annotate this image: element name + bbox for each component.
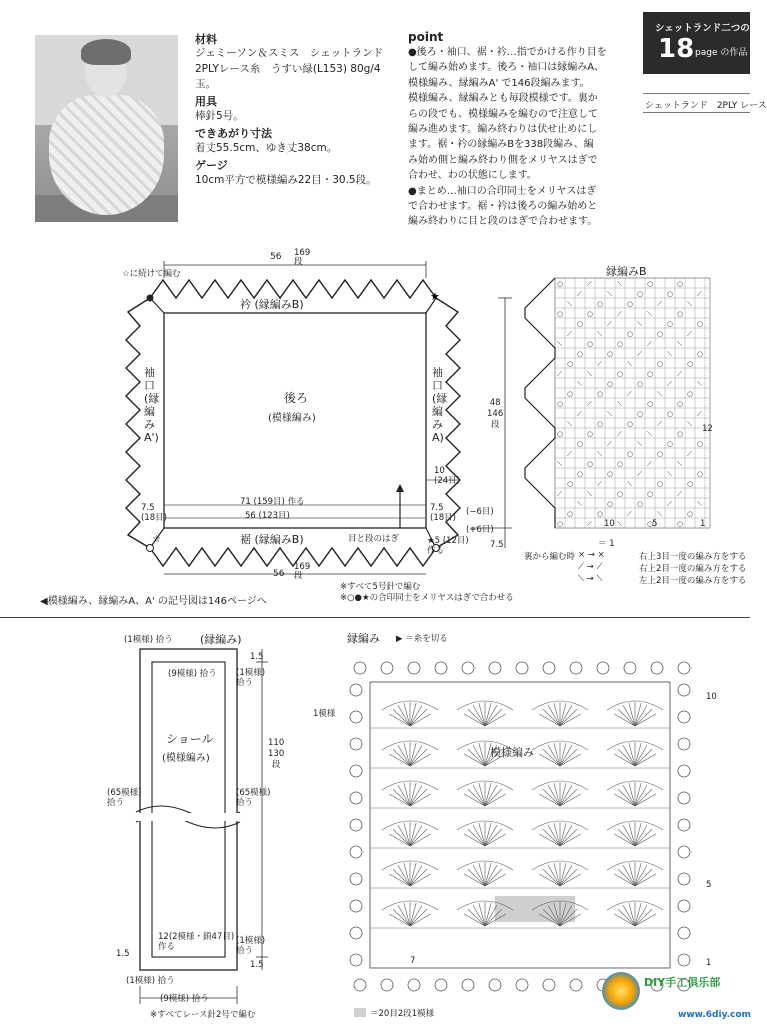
svg-text:○: ○ <box>697 350 704 358</box>
tools-text: 棒針5号。 <box>195 110 244 122</box>
crochet-row-5: 5 <box>706 880 712 890</box>
legend-1: 右上3目一度の編み方をする <box>639 552 747 562</box>
svg-text:○: ○ <box>677 430 684 438</box>
cuff-right-label: 袖口 (縁編みA) <box>432 366 448 444</box>
svg-text:⟋: ⟋ <box>697 290 702 298</box>
svg-text:⟍: ⟍ <box>567 420 572 428</box>
shawl-side-pick-top: (1模様) 拾う <box>236 668 266 688</box>
shawl-dim-15-left: 1.5 <box>116 949 130 959</box>
svg-text:○: ○ <box>697 320 704 328</box>
shawl-bottom-pick: (1模様) 拾う <box>236 936 266 956</box>
legend-2: 右上2目一度の編み方をする <box>639 564 747 574</box>
svg-text:○: ○ <box>577 320 584 328</box>
crochet-highlight <box>495 896 575 922</box>
svg-text:○: ○ <box>597 390 604 398</box>
svg-text:○: ○ <box>617 460 624 468</box>
svg-text:⟍: ⟍ <box>587 490 592 498</box>
svg-text:⟍: ⟍ <box>607 290 612 298</box>
svg-text:○: ○ <box>637 380 644 388</box>
svg-text:○: ○ <box>607 500 614 508</box>
legend-symbol-1: ⨯ → ⨯ <box>578 550 605 560</box>
chart-b-row-12: 12 <box>702 424 713 434</box>
top-dim-rows: 169 段 <box>294 248 311 267</box>
watermark-brand: DIY手工俱乐部 <box>644 976 721 989</box>
svg-text:⟋: ⟋ <box>637 470 642 478</box>
svg-text:○: ○ <box>627 450 634 458</box>
svg-text:○: ○ <box>627 330 634 338</box>
continue-label: ☆に続けて編む <box>122 269 181 279</box>
svg-text:○: ○ <box>557 520 564 528</box>
svg-text:○: ○ <box>677 400 684 408</box>
svg-text:○: ○ <box>557 310 564 318</box>
svg-text:⟍: ⟍ <box>657 390 662 398</box>
collar-label: 衿 (縁編みB) <box>240 298 304 311</box>
svg-text:○: ○ <box>587 430 594 438</box>
hem-label: 裾 (縁編みB) <box>240 533 304 546</box>
svg-text:○: ○ <box>687 360 694 368</box>
svg-text:⟋: ⟋ <box>627 510 632 518</box>
seam-label: 目と段のはぎ <box>348 534 400 544</box>
point-text: ●後ろ・袖口、裾・衿…指でかける作り目を して編み始めます。後ろ・袖口は縁編みA、 模様編み、縁編みA' で146段編みます。 模様編み、縁編みとも毎段模様です。裏か らの段でも、模様編みを編むので注意して 編み進めます。編み終わりは伏せ止めにし ます。裾・衿の縁編みBを338段編み、編 み始め側と編み終わり側をメリヤスはぎで 合わせ、わの状態にします。 ●まとめ…袖口の合印同士をメリヤスはぎ で合わせます。裾・衿は後ろの編み始めと 編み終わりに目と段のはぎで合わせます。 <box>408 47 607 228</box>
svg-text:⟍: ⟍ <box>597 330 602 338</box>
svg-text:⟋: ⟋ <box>667 500 672 508</box>
svg-text:○: ○ <box>687 480 694 488</box>
svg-text:⟋: ⟋ <box>657 300 662 308</box>
svg-text:⟋: ⟋ <box>557 370 562 378</box>
svg-text:○: ○ <box>607 350 614 358</box>
page-suffix: page の作品 - <box>695 48 754 58</box>
svg-text:○: ○ <box>607 380 614 388</box>
right-corner: 7.5 (18目) <box>430 503 456 523</box>
svg-text:⟍: ⟍ <box>697 500 702 508</box>
top-dim: 56 <box>270 252 282 262</box>
svg-text:○: ○ <box>557 430 564 438</box>
svg-text:○: ○ <box>587 310 594 318</box>
svg-text:○: ○ <box>567 510 574 518</box>
svg-text:⟍: ⟍ <box>557 340 562 348</box>
svg-text:○: ○ <box>667 410 674 418</box>
shawl-inner-pick: (9模様) 拾う <box>168 669 217 679</box>
minus-stitches: (−6目) <box>466 507 494 517</box>
svg-text:○: ○ <box>637 290 644 298</box>
svg-text:○: ○ <box>627 300 634 308</box>
hem-zigzag-bottom <box>150 548 436 566</box>
svg-text:○: ○ <box>667 320 674 328</box>
shawl-top-pick: (1模様) 拾う <box>124 635 173 645</box>
svg-text:⟋: ⟋ <box>587 280 592 288</box>
svg-text:⟍: ⟍ <box>567 300 572 308</box>
cuff-left-label: 袖口 (縁編みA') <box>144 366 160 444</box>
chart-b-cells <box>555 278 710 528</box>
svg-text:⟍: ⟍ <box>687 300 692 308</box>
svg-text:⟋: ⟋ <box>677 490 682 498</box>
svg-text:⟋: ⟋ <box>567 450 572 458</box>
svg-text:○: ○ <box>677 520 684 528</box>
shawl-cast: 12(2模様・鎖47目) 作る <box>158 932 235 952</box>
svg-text:⟋: ⟋ <box>617 430 622 438</box>
svg-text:○: ○ <box>567 360 574 368</box>
svg-text:○: ○ <box>647 280 654 288</box>
shawl-dim-15-top: 1.5 <box>250 652 264 662</box>
yarn-line: シェットランド 2PLY レース <box>645 101 767 111</box>
side-dim: 10 (24目) <box>434 466 460 486</box>
svg-text:⟋: ⟋ <box>637 350 642 358</box>
svg-text:⟍: ⟍ <box>667 470 672 478</box>
bottom-dim: 56 <box>273 569 285 579</box>
section-divider <box>0 617 750 618</box>
svg-text:⟍: ⟍ <box>647 310 652 318</box>
shawl-outer <box>140 649 237 970</box>
svg-text:○: ○ <box>637 500 644 508</box>
chart-b-title: 縁編みB <box>606 265 647 278</box>
svg-text:⟍: ⟍ <box>637 440 642 448</box>
svg-text:○: ○ <box>607 470 614 478</box>
svg-text:⟋: ⟋ <box>657 420 662 428</box>
shawl-length: 110 130 段 <box>268 738 285 770</box>
back-pattern: (模様編み) <box>268 413 316 424</box>
size-heading: できあがり寸法 <box>195 127 272 140</box>
crochet-legend-swatch <box>354 1008 366 1017</box>
svg-text:⟍: ⟍ <box>577 500 582 508</box>
shawl-note: ※すべてレース針2号で編む <box>150 1010 256 1020</box>
svg-text:⟋: ⟋ <box>587 520 592 528</box>
gauge-heading: ゲージ <box>195 159 228 172</box>
svg-text:○: ○ <box>687 390 694 398</box>
svg-text:⟍: ⟍ <box>607 410 612 418</box>
size-text: 着丈55.5cm、ゆき丈38cm。 <box>195 142 338 154</box>
svg-text:○: ○ <box>627 420 634 428</box>
svg-text:⟋: ⟋ <box>697 410 702 418</box>
svg-text:○: ○ <box>557 280 564 288</box>
svg-text:⟍: ⟍ <box>647 430 652 438</box>
svg-text:○: ○ <box>577 350 584 358</box>
site-watermark <box>598 960 750 1029</box>
svg-text:⟍: ⟍ <box>637 320 642 328</box>
note-needles: ※すべて5号針で編む <box>340 582 421 592</box>
svg-text:○: ○ <box>697 440 704 448</box>
shawl-pattern: (模様編み) <box>162 753 210 764</box>
svg-text:○: ○ <box>567 390 574 398</box>
shawl-edge-label: (縁編み) <box>200 633 242 646</box>
svg-text:⟋: ⟋ <box>687 450 692 458</box>
svg-text:○: ○ <box>577 440 584 448</box>
crochet-row-1: 1 <box>706 958 712 968</box>
svg-text:○: ○ <box>567 480 574 488</box>
svg-text:○: ○ <box>647 490 654 498</box>
svg-text:○: ○ <box>687 510 694 518</box>
svg-text:⟋: ⟋ <box>617 310 622 318</box>
shawl-bottom-9: (9模様) 拾う <box>160 994 209 1004</box>
crochet-cut: ▶ ＝糸を切る <box>396 634 448 644</box>
cast-on: 71 (159目) 作る <box>240 497 305 507</box>
svg-text:⟍: ⟍ <box>577 380 582 388</box>
svg-text:○: ○ <box>597 510 604 518</box>
right-7-5: 7.5 <box>490 540 504 550</box>
svg-text:○: ○ <box>647 370 654 378</box>
shawl-dim-15-bottom: 1.5 <box>250 960 264 970</box>
shawl-title: ショール <box>166 732 214 746</box>
star-cast: ★5 (12目) 作る <box>427 536 469 556</box>
svg-text:⟍: ⟍ <box>617 520 622 528</box>
svg-text:⟍: ⟍ <box>697 380 702 388</box>
svg-text:○: ○ <box>657 480 664 488</box>
crochet-one-pattern: 1模様 <box>313 709 336 719</box>
svg-text:⟋: ⟋ <box>597 360 602 368</box>
gauge-text: 10cm平方で模様編み22目・30.5段。 <box>195 174 377 186</box>
svg-text:⟍: ⟍ <box>687 420 692 428</box>
svg-text:○: ○ <box>617 490 624 498</box>
svg-text:⟋: ⟋ <box>647 340 652 348</box>
marker-star: ★ <box>430 290 440 303</box>
svg-text:○: ○ <box>587 460 594 468</box>
marker-filled-circle <box>147 295 154 302</box>
svg-text:○: ○ <box>677 280 684 288</box>
svg-text:○: ○ <box>577 470 584 478</box>
svg-text:○: ○ <box>617 370 624 378</box>
materials-text: ジェミーソン＆スミス シェットランド 2PLYレース糸 うすい緑(L153) 80g/4 玉。 <box>195 47 384 90</box>
svg-text:⟍: ⟍ <box>557 460 562 468</box>
page-number: 18 <box>658 34 695 64</box>
svg-text:○: ○ <box>667 290 674 298</box>
svg-text:○: ○ <box>597 300 604 308</box>
left-corner: 7.5 (18目) <box>141 503 167 523</box>
watermark-logo-icon <box>602 972 640 1010</box>
reference-note: ◀模様編み、縁編みA、A' の記号図は146ページへ <box>40 596 267 607</box>
materials-heading: 材料 <box>195 33 217 46</box>
svg-text:○: ○ <box>677 310 684 318</box>
svg-text:○: ○ <box>667 440 674 448</box>
chart-b-grid <box>555 278 710 528</box>
watermark-site: www.6diy.com <box>678 1010 751 1020</box>
svg-text:○: ○ <box>617 340 624 348</box>
shawl-bottom-pick-2: (1模様) 拾う <box>126 976 175 986</box>
series-title: シェットランド二つの巻 <box>655 23 760 34</box>
svg-text:⟍: ⟍ <box>657 510 662 518</box>
height-dim: 48 146 段 <box>487 398 504 430</box>
svg-text:⟋: ⟋ <box>607 440 612 448</box>
chart-b-col-10: 10 <box>604 519 615 529</box>
svg-text:⟍: ⟍ <box>627 480 632 488</box>
back-label: 後ろ <box>284 391 309 405</box>
svg-text:⟍: ⟍ <box>667 350 672 358</box>
svg-text:⟋: ⟋ <box>687 330 692 338</box>
svg-text:⟋: ⟋ <box>627 390 632 398</box>
legend-symbol-2: ⟋ → ⟋ <box>578 562 603 572</box>
svg-text:○: ○ <box>597 420 604 428</box>
bottom-dim-rows: 169 段 <box>294 562 311 581</box>
svg-text:⟍: ⟍ <box>617 400 622 408</box>
svg-text:○: ○ <box>657 360 664 368</box>
svg-text:⟍: ⟍ <box>627 360 632 368</box>
svg-text:⟋: ⟋ <box>577 410 582 418</box>
legend-symbol-3: ⟍ → ⟍ <box>578 574 603 584</box>
svg-text:⟍: ⟍ <box>597 450 602 458</box>
svg-text:⟋: ⟋ <box>557 490 562 498</box>
crochet-frame <box>370 682 670 968</box>
crochet-pattern-label: 模様編み <box>490 746 534 759</box>
svg-text:○: ○ <box>647 400 654 408</box>
svg-text:⟋: ⟋ <box>667 380 672 388</box>
crochet-legend: ＝20目2段1模様 <box>370 1009 435 1019</box>
svg-text:⟋: ⟋ <box>677 370 682 378</box>
chart-b-stepped-edge <box>525 278 555 528</box>
crochet-bottom-num: 7 <box>410 956 416 966</box>
crochet-row-10: 10 <box>706 692 717 702</box>
tools-heading: 用具 <box>195 95 217 108</box>
marker-open-star: ☆ <box>152 534 161 545</box>
chart-b-box-label: ＝ 1 <box>598 539 615 549</box>
legend-3: 左上2目一度の編み方をする <box>639 576 747 586</box>
marker-open-circle <box>147 545 154 552</box>
svg-text:○: ○ <box>697 470 704 478</box>
note-markers: ※○●★の合印同士をメリヤスはぎで合わせる <box>340 593 514 603</box>
shawl-right-pick: (65模様) 拾う <box>236 788 271 808</box>
chart-b-col-5: 5 <box>652 519 658 529</box>
svg-text:⟍: ⟍ <box>617 280 622 288</box>
legend-title: 裏から編む時 <box>524 552 576 562</box>
svg-text:⟍: ⟍ <box>587 370 592 378</box>
svg-text:⟋: ⟋ <box>597 480 602 488</box>
crochet-fans <box>370 701 670 928</box>
svg-text:○: ○ <box>637 410 644 418</box>
bottom-stitches: 56 (123目) <box>245 511 290 521</box>
svg-text:○: ○ <box>657 450 664 458</box>
svg-text:⟋: ⟋ <box>647 460 652 468</box>
svg-text:○: ○ <box>557 400 564 408</box>
svg-text:⟋: ⟋ <box>607 320 612 328</box>
svg-text:⟍: ⟍ <box>677 340 682 348</box>
svg-text:⟋: ⟋ <box>567 330 572 338</box>
svg-text:○: ○ <box>647 520 654 528</box>
chart-b-col-1: 1 <box>700 519 706 529</box>
shawl-inner <box>152 662 225 957</box>
svg-text:⟋: ⟋ <box>577 290 582 298</box>
point-heading: point <box>408 30 444 44</box>
svg-text:○: ○ <box>587 340 594 348</box>
crochet-title: 縁編み <box>347 632 380 645</box>
shawl-left-pick: (65模様) 拾う <box>107 788 142 808</box>
svg-text:⟍: ⟍ <box>677 460 682 468</box>
svg-text:⟋: ⟋ <box>587 400 592 408</box>
plus-stitches: (+6目) <box>466 525 494 535</box>
svg-text:○: ○ <box>657 330 664 338</box>
